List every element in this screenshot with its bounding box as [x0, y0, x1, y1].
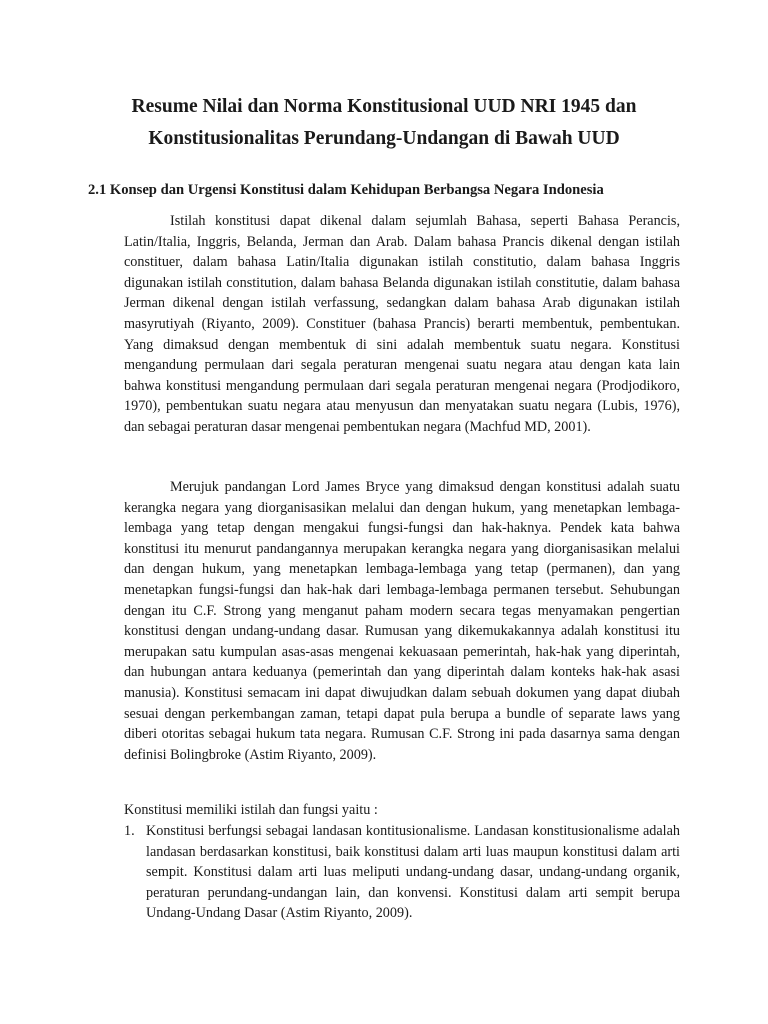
list-item	[124, 821, 680, 924]
document-title	[80, 91, 688, 155]
function-list	[124, 821, 680, 924]
list-intro: Konstitusi memiliki istilah dan fungsi yaitu :	[124, 802, 378, 818]
list-item-number: 1.	[124, 823, 135, 839]
document-title-line1: Resume Nilai dan Norma Konstitusional UUD NRI 1945 dan	[131, 96, 637, 117]
section-heading: 2.1 Konsep dan Urgensi Konstitusi dalam Kehidupan Berbangsa Negara Indonesia	[88, 182, 604, 198]
paragraph-2: Merujuk pandangan Lord James Bryce yang dimaksud dengan konstitusi adalah suatu kerangka negara yang diorganisasikan melalui dan dengan hukum, yang menetapkan lembaga-lembaga yang tetap dengan mengakui fungsi-fungsi dan hak-haknya. Pendek kata bahwa konstitusi itu menurut pandangannya merupakan kerangka negara yang diorganisasikan melalui dan dengan hukum, yang menetapkan lembaga-lembaga yang tetap (permanen), dan yang menetapkan fungsi-fungsi dan hak-hak dari lembaga-lembaga permanen tersebut. Sehubungan dengan itu C.F. Strong yang menganut paham modern secara tegas menyamakan pengertian konstitusi dengan undang-undang dasar. Rumusan yang dikemukakannya adalah konstitusi itu merupakan satu kumpulan asas-asas mengenai kekuasaan pemerintah, hak-hak yang diperintah, dan hubungan antara keduanya (pemerintah dan yang diperintah dalam konteks hak-hak asasi manusia). Konstitusi semacam ini dapat diwujudkan dalam sebuah dokumen yang dapat diubah sesuai dengan perkembangan zaman, tetapi dapat pula berupa a bundle of separate laws yang diberi otoritas sebagai hukum tata negara. Rumusan C.F. Strong ini pada dasarnya sama dengan definisi Bolingbroke (Astim Riyanto, 2009).	[124, 479, 680, 763]
list-item-text: Konstitusi berfungsi sebagai landasan kontitusionalisme. Landasan konstitusionalisme adalah landasan berdasarkan konstitusi, baik konstitusi dalam arti luas maupun konstitusi dalam arti sempit. Konstitusi dalam arti luas meliputi undang-undang dasar, undang-undang organik, peraturan perundang-undangan lain, dan konvensi. Konstitusi dalam arti sempit berupa Undang-Undang Dasar (Astim Riyanto, 2009).	[146, 823, 680, 922]
paragraph-1: Istilah konstitusi dapat dikenal dalam sejumlah Bahasa, seperti Bahasa Perancis, Latin/Italia, Inggris, Belanda, Jerman dan Arab. Dalam bahasa Prancis dikenal dengan istilah constituer, dalam bahasa Latin/Italia digunakan istilah constitutio, dalam bahasa Inggris digunakan istilah constitution, dalam bahasa Belanda digunakan istilah constitutie, dalam bahasa Jerman dikenal dengan istilah verfassung, sedangkan dalam bahasa Arab digunakan istilah masyrutiyah (Riyanto, 2009). Constituer (bahasa Prancis) berarti membentuk, pembentukan. Yang dimaksud dengan membentuk di sini adalah membentuk suatu negara. Konstitusi mengandung permulaan dari segala peraturan mengenai suatu negara atau dengan kata lain bahwa konstitusi mengandung permulaan dari segala peraturan mengenai negara (Prodjodikoro, 1970), pembentukan suatu negara atau menyusun dan menyatakan suatu negara (Lubis, 1976), dan sebagai peraturan dasar mengenai pembentukan negara (Machfud MD, 2001).	[124, 213, 680, 435]
document-title-line2: Konstitusionalitas Perundang-Undangan di Bawah UUD	[148, 128, 620, 149]
